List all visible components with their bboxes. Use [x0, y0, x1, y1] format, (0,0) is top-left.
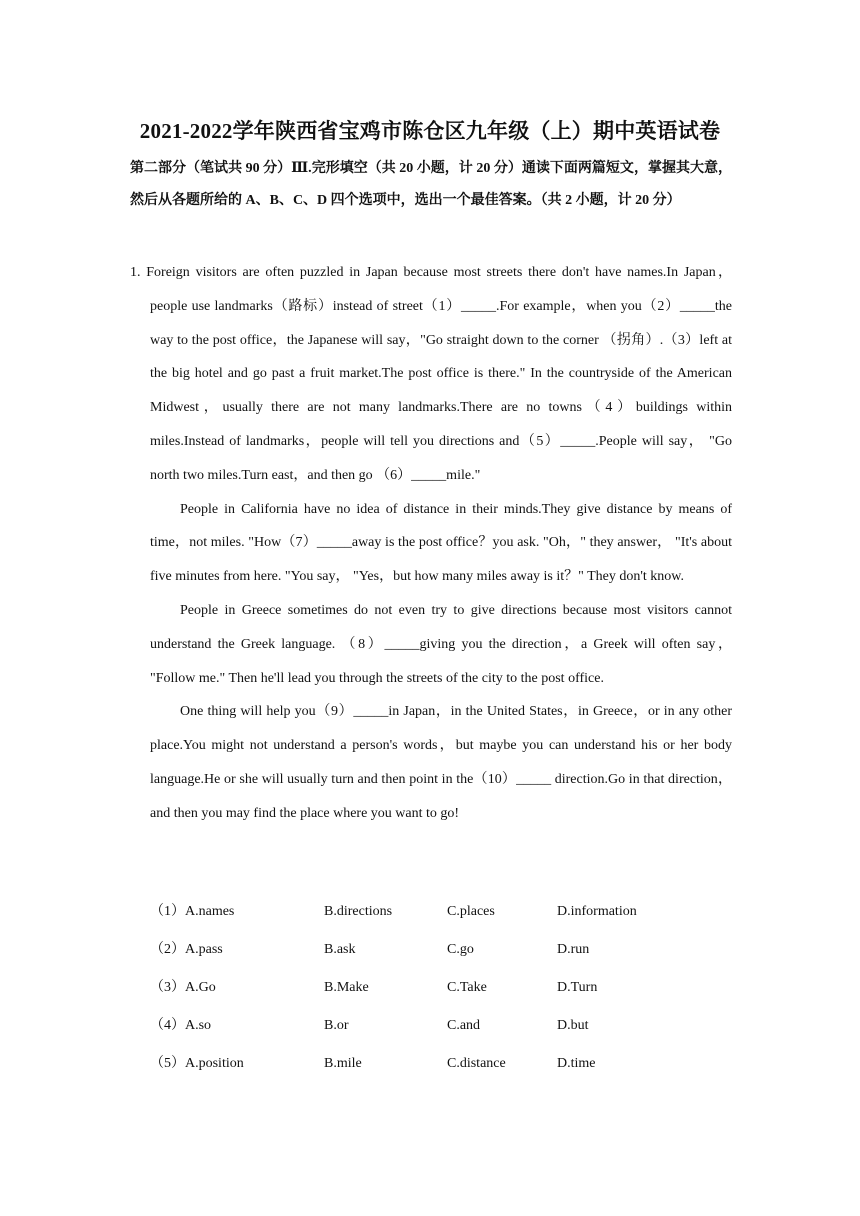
option-d: D.run [557, 942, 590, 957]
option-row-5 [150, 1048, 750, 1086]
cloze-passage [130, 256, 732, 831]
passage-paragraph-1: 1. Foreign visitors are often puzzled in Japan because most streets there don't have names.In Japan，people use landmarks（路标）instead of street（1）_____.For example，when you（2）_____the way to the post office，the Japanese will say，"Go straight down to the corner （拐角）.（3）left at the big hotel and go past a fruit market.The post office is there." In the countryside of the American Midwest，usually there are not many landmarks.There are no towns（4）buildings within miles.Instead of landmarks，people will tell you directions and（5）_____.People will say， "Go north two miles.Turn east，and then go （6）_____mile." [130, 265, 732, 483]
exam-title: 2021-2022学年陕西省宝鸡市陈仓区九年级（上）期中英语试卷 [139, 119, 721, 143]
passage-paragraph-2: People in California have no idea of distance in their minds.They give distance by means of time，not miles. "How（7）_____away is the post office？you ask. "Oh，" they answer， "It's about five minutes from here. "You say， "Yes，but how many miles away is it？" They don't know. [150, 501, 732, 585]
option-d: D.Turn [557, 980, 598, 995]
passage-paragraph-3: People in Greece sometimes do not even try to give directions because most visitors cannot understand the Greek language. （8）_____giving you the direction，a Greek will often say， "Follow me." Then he'll lead you through the streets of the city to the post office. [150, 602, 732, 686]
option-c: C.places [447, 904, 495, 919]
option-c: C.and [447, 1018, 481, 1033]
option-a: （3）A.Go [150, 980, 216, 995]
option-row-2 [150, 934, 750, 972]
answer-options [150, 896, 750, 1086]
option-a: （2）A.pass [150, 942, 223, 957]
passage-paragraph-4: One thing will help you（9）_____in Japan，in the United States，in Greece，or in any other place.You might not understand a person's words，but maybe you can understand his or her body language.He or she will usually turn and then point in the（10）_____ direction.Go in that direction，and then you may find the place where you want to go! [150, 704, 732, 821]
option-a: （4）A.so [150, 1018, 212, 1033]
option-c: C.go [447, 942, 474, 957]
option-b: B.mile [324, 1056, 362, 1071]
option-a: （5）A.position [150, 1056, 244, 1071]
option-b: B.or [324, 1018, 349, 1033]
option-c: C.distance [447, 1056, 506, 1071]
option-b: B.ask [324, 942, 356, 957]
option-row-3 [150, 972, 750, 1010]
option-d: D.information [557, 904, 637, 919]
option-c: C.Take [447, 980, 487, 995]
option-a: （1）A.names [150, 904, 235, 919]
option-d: D.but [557, 1018, 589, 1033]
section-instructions: 第二部分（笔试共 90 分）Ⅲ.完形填空（共 20 小题，计 20 分）通读下面两篇短文，掌握其大意，然后从各题所给的 A、B、C、D 四个选项中，选出一个最佳答案。（共 2 小题，计 20 分） [130, 161, 732, 208]
option-row-1 [150, 896, 750, 934]
option-d: D.time [557, 1056, 596, 1071]
option-b: B.directions [324, 904, 393, 919]
option-row-4 [150, 1010, 750, 1048]
option-b: B.Make [324, 980, 369, 995]
